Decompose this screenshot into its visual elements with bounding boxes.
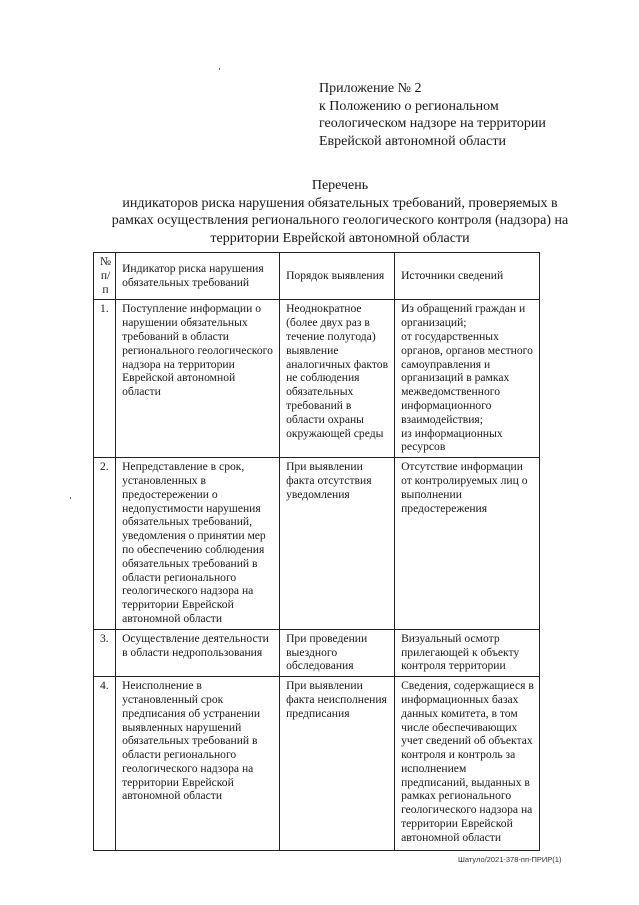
title-line: Перечень (311, 178, 369, 193)
document-footer-code: Шатуло/2021-378-пп-ПРИР(1) (458, 855, 562, 864)
row-procedure: При выявлении факта отсутствия уведомления (280, 458, 395, 630)
risk-indicators-table (93, 252, 540, 851)
appendix-line: Еврейской автономной области (319, 133, 506, 149)
scan-mark (219, 68, 220, 70)
document-title (40, 177, 639, 247)
table-header-row (94, 253, 540, 300)
appendix-line: Приложение № 2 (319, 81, 422, 96)
row-number: 1. (94, 300, 116, 458)
row-sources: Сведения, содержащиеся в информационных базах данных комитета, в том числе обеспечивающих учет сведений об объектах контроля и контроль за исполнением предписаний, выданных в рамках регионального геологического надзора на территории Еврейской автономной области (395, 677, 540, 851)
row-indicator: Осуществление деятельности в области недропользования (116, 629, 280, 676)
row-indicator: Поступление информации о нарушении обязательных требований в области регионального геологического надзора на территории Еврейской автономной области (116, 300, 280, 458)
header-number: № п/п (94, 253, 116, 300)
row-procedure: При выявлении факта неисполнения предписания (280, 677, 395, 851)
table-row (94, 629, 540, 676)
row-procedure: При проведении выездного обследования (280, 629, 395, 676)
row-sources: Визуальный осмотр прилегающей к объекту контроля территории (395, 629, 540, 676)
row-number: 3. (94, 629, 116, 676)
row-number: 2. (94, 458, 116, 630)
row-procedure: Неоднократное (более двух раз в течение полугода) выявление аналогичных фактов не соблюдения обязательных требований в области охраны окружающей среды (280, 300, 395, 458)
table-row (94, 458, 540, 630)
row-indicator: Неисполнение в установленный срок предписания об устранении выявленных нарушений обязательных требований в области регионального геологического надзора на территории Еврейской автономной области (116, 677, 280, 851)
table-row (94, 300, 540, 458)
header-indicator: Индикатор риска нарушения обязательных требований (116, 253, 280, 300)
row-sources: Отсутствие информации от контролируемых лиц о выполнении предостережения (395, 458, 540, 630)
table-row (94, 677, 540, 851)
row-indicator: Непредставление в срок, установленных в предостережении о недопустимости нарушения обязательных требований, уведомления о принятии мер по обеспечению соблюдения обязательных требований в области регионального геологического надзора на территории Еврейской автономной области (116, 458, 280, 630)
header-sources: Источники сведений (395, 253, 540, 300)
header-procedure: Порядок выявления (280, 253, 395, 300)
row-sources: Из обращений граждан и организаций; от государственных органов, органов местного самоуправления и организаций в рамках межведомственного информационного взаимодействия; из информационных ресурсов (395, 300, 540, 458)
appendix-line: геологическом надзоре на территории (319, 116, 546, 131)
title-line: территории Еврейской автономной области (210, 230, 470, 246)
title-line: рамках осуществления регионального геологического контроля (надзора) на (111, 213, 569, 228)
appendix-line: к Положению о региональном (319, 98, 499, 114)
row-number: 4. (94, 677, 116, 851)
scan-mark (70, 497, 71, 499)
appendix-note (319, 80, 619, 150)
title-line: индикаторов риска нарушения обязательных требований, проверяемых в (122, 195, 558, 211)
